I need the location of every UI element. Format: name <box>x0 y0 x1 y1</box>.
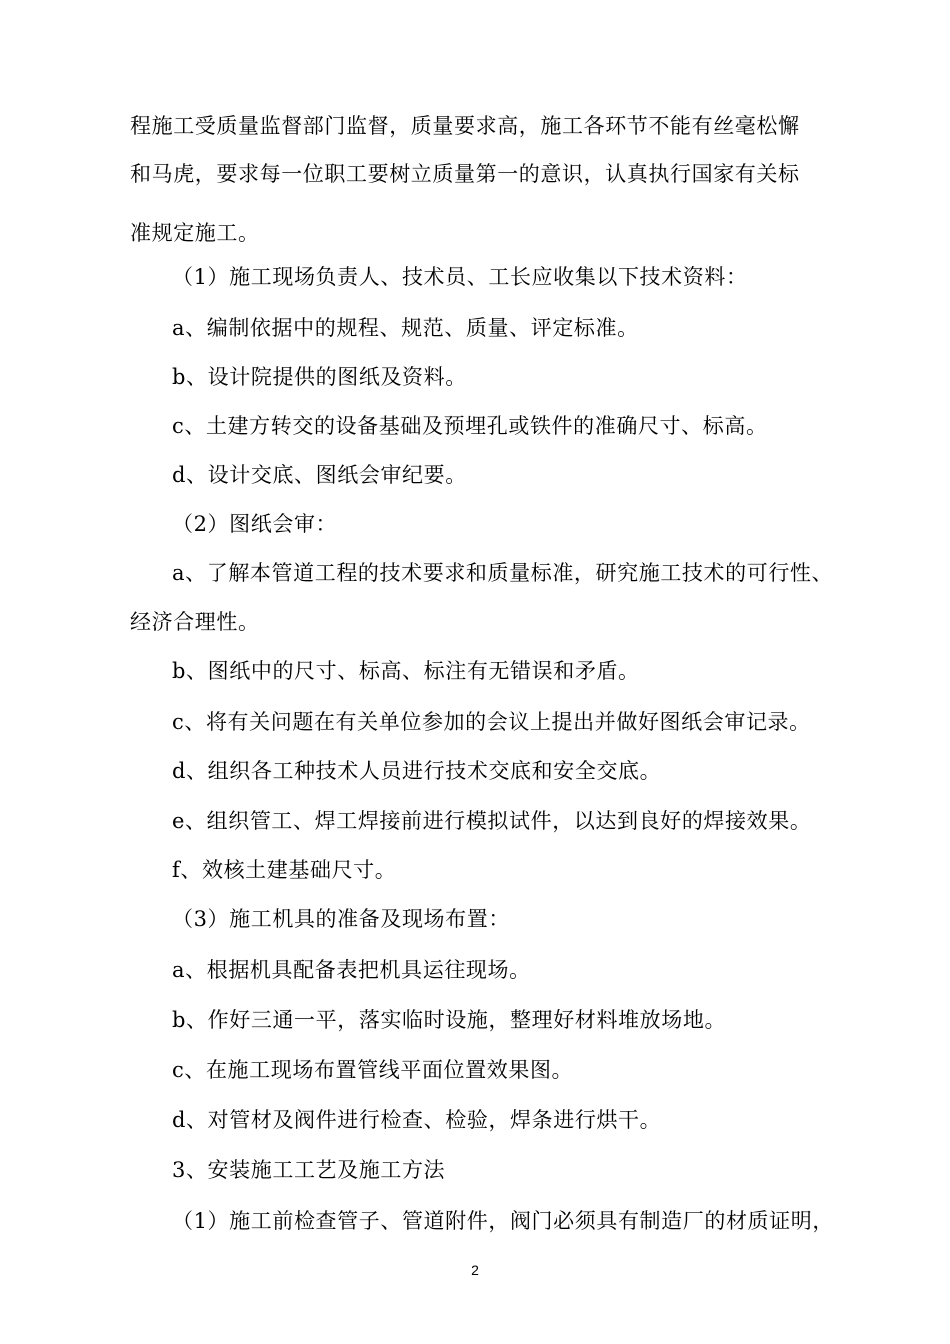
paragraph-line: 经济合理性。 <box>130 610 260 634</box>
list-item: d、组织各工种技术人员进行技术交底和安全交底。 <box>172 759 662 783</box>
list-item: a、编制依据中的规程、规范、质量、评定标准。 <box>172 316 639 340</box>
list-item: c、将有关问题在有关单位参加的会议上提出并做好图纸会审记录。 <box>172 710 811 734</box>
paragraph-line: （1）施工前检查管子、管道附件，阀门必须具有制造厂的材质证明， <box>172 1209 834 1233</box>
list-item: c、土建方转交的设备基础及预埋孔或铁件的准确尺寸、标高。 <box>172 414 768 438</box>
section-heading: 3、安装施工工艺及施工方法 <box>172 1158 446 1182</box>
list-item: c、在施工现场布置管线平面位置效果图。 <box>172 1058 574 1082</box>
list-item: b、设计院提供的图纸及资料。 <box>172 365 467 389</box>
list-item: a、根据机具配备表把机具运往现场。 <box>172 958 531 982</box>
list-item: b、作好三通一平，落实临时设施，整理好材料堆放场地。 <box>172 1008 727 1032</box>
list-item: f、效核土建基础尺寸。 <box>172 858 397 882</box>
paragraph-line: 准规定施工。 <box>130 221 260 245</box>
list-item: d、对管材及阀件进行检查、检验，焊条进行烘干。 <box>172 1108 662 1132</box>
list-item: d、设计交底、图纸会审纪要。 <box>172 463 467 487</box>
list-item: b、图纸中的尺寸、标高、标注有无错误和矛盾。 <box>172 659 640 683</box>
paragraph-line: 和马虎，要求每一位职工要树立质量第一的意识，认真执行国家有关标 <box>130 162 800 186</box>
page-number: 2 <box>471 1262 479 1278</box>
list-item: a、了解本管道工程的技术要求和质量标准，研究施工技术的可行性、 <box>172 561 834 585</box>
list-item: e、组织管工、焊工焊接前进行模拟试件，以达到良好的焊接效果。 <box>172 809 812 833</box>
section-heading: （1）施工现场负责人、技术员、工长应收集以下技术资料： <box>172 265 748 289</box>
paragraph-line: 程施工受质量监督部门监督，质量要求高，施工各环节不能有丝毫松懈 <box>130 114 800 138</box>
section-heading: （2）图纸会审： <box>172 512 338 536</box>
section-heading: （3）施工机具的准备及现场布置： <box>172 907 510 931</box>
